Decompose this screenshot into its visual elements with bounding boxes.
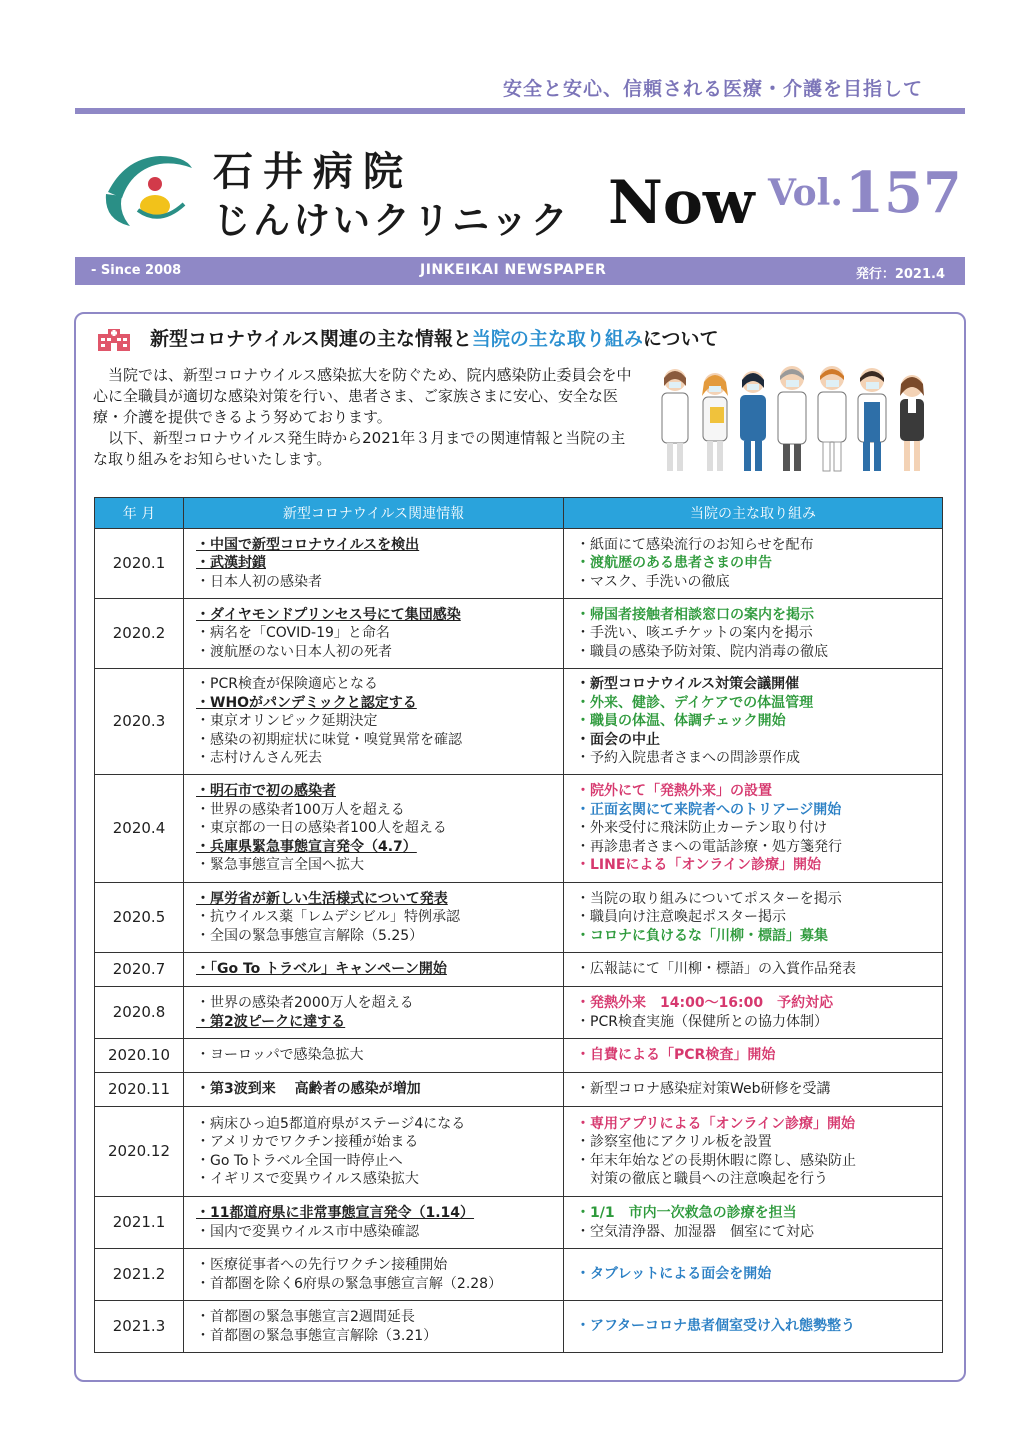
covid-info-item: ・渡航歴のない日本人初の死者 [196,643,392,660]
covid-info-item: ・武漢封鎖 [196,555,266,572]
covid-info-item: ・首都圏の緊急事態宣言2週間延長 [196,1309,415,1325]
hospital-action-item: ・新型コロナ感染症対策Web研修を受講 [576,1081,831,1098]
covid-info-item: ・兵庫県緊急事態宣言発令（4.7） [196,838,417,855]
hospital-action-item: ・広報誌にて「川柳・標語」の入賞作品発表 [576,961,856,978]
year-month-cell: 2020.11 [95,1073,184,1107]
covid-info-cell [184,599,564,669]
table-row [95,1039,943,1073]
hospital-action-item: ・1/1 市内一次救急の診療を担当 [576,1205,797,1221]
table-row [95,1073,943,1107]
covid-info-cell [184,529,564,599]
intro-paragraph-1: 当院では、新型コロナウイルス感染拡大を防ぐため、院内感染防止委員会を中心に全職員が適切な感染対策を行い、患者さま、ご家族さまに安心、安全な医療・介護を提供できるよう努めております。 [93,366,632,426]
covid-info-cell [184,669,564,775]
covid-info-item: ・東京都の一日の感染者100人を超える [196,820,447,837]
covid-info-item: ・PCR検査が保険適応となる [196,676,378,693]
table-header-row [95,498,943,529]
covid-info-item: ・第2波ピークに達する [196,1013,346,1030]
year-month-cell: 2020.10 [95,1039,184,1073]
covid-info-item: ・緊急事態宣言全国へ拡大 [196,857,364,874]
covid-info-cell [184,1301,564,1353]
table-row [95,669,943,775]
year-month-cell: 2020.3 [95,669,184,775]
covid-info-item: ・「Go To トラベル」キャンペーン開始 [196,961,447,978]
year-month-cell: 2021.3 [95,1301,184,1353]
hospital-action-item: ・外来、健診、デイケアでの体温管理 [576,694,814,711]
hospital-action-item: ・発熱外来 14:00～16:00 予約対応 [576,995,834,1011]
table-row [95,1301,943,1353]
covid-info-item: ・病名を「COVID-19」と命名 [196,625,390,642]
headline-highlight: 当院の主な取り組み [471,328,643,350]
hospital-action-item: ・診察室他にアクリル板を設置 [576,1134,772,1150]
hospital-action-item: ・手洗い、咳エチケットの案内を掲示 [576,625,813,642]
now-label: Now [608,168,755,238]
hospital-action-item: ・面会の中止 [576,731,660,748]
newspaper-name: JINKEIKAI NEWSPAPER [420,262,607,278]
hospital-action-item: ・LINEによる「オンライン診療」開始 [576,857,821,874]
covid-info-cell [184,775,564,883]
covid-info-cell [184,1249,564,1301]
hospital-action-item: ・職員の感染予防対策、院内消毒の徹底 [576,643,828,660]
covid-info-item: ・抗ウイルス薬「レムデシビル」特例承認 [196,909,461,926]
year-month-cell: 2020.8 [95,987,184,1039]
hospital-name: 石井病院 [213,148,413,195]
hospital-action-item: ・アフターコロナ患者個室受け入れ態勢整う [576,1318,856,1335]
covid-info-cell [184,1107,564,1197]
hospital-logo-icon [100,150,195,230]
covid-info-item: ・中国で新型コロナウイルスを検出 [196,536,420,553]
headline-part1: 新型コロナウイルス関連の主な情報と [150,328,472,350]
covid-info-cell [184,953,564,987]
hospital-action-item: ・自費による「PCR検査」開始 [576,1047,776,1064]
covid-info-item: ・イギリスで変異ウイルス感染拡大 [196,1171,419,1187]
hospital-action-item: ・マスク、手洗いの徹底 [576,573,730,590]
hospital-action-item: ・タブレットによる面会を開始 [576,1266,772,1283]
table-body [95,529,943,1353]
covid-info-item: ・首都圏を除く6府県の緊急事態宣言解（2.28） [196,1275,503,1292]
table-row [95,883,943,953]
hospital-action-item: ・新型コロナウイルス対策会議開催 [576,676,800,693]
table-row [95,529,943,599]
covid-info-item: ・11都道府県に非常事態宣言発令（1.14） [196,1205,475,1221]
hospital-action-cell [564,1197,943,1249]
since-label: - Since 2008 [91,263,182,278]
hospital-action-cell [564,883,943,953]
hospital-action-item: ・渡航歴のある患者さまの申告 [576,555,772,572]
covid-info-item: ・志村けんさん死去 [196,750,322,767]
hospital-action-item: ・PCR検査実施（保健所との協力体制） [576,1013,828,1030]
hospital-action-item: ・院外にて「発熱外来」の設置 [576,783,772,800]
tagline: 安全と安心、信頼される医療・介護を目指して [502,78,923,100]
header-covid-info: 新型コロナウイルス関連情報 [184,498,564,529]
year-month-cell: 2020.5 [95,883,184,953]
covid-info-item: ・WHOがパンデミックと認定する [196,694,417,711]
covid-info-item: ・東京オリンピック延期決定 [196,713,378,730]
hospital-action-item: ・正面玄関にて来院者へのトリアージ開始 [576,801,842,818]
year-month-cell: 2020.4 [95,775,184,883]
year-month-cell: 2020.2 [95,599,184,669]
covid-info-item: ・世界の感染者100万人を超える [196,801,405,818]
year-month-cell: 2020.12 [95,1107,184,1197]
hospital-action-item: ・職員の体温、体調チェック開始 [576,713,786,730]
hospital-action-cell [564,599,943,669]
covid-info-cell [184,883,564,953]
intro-text [93,365,638,470]
intro-paragraph-2: 以下、新型コロナウイルス発生時から2021年３月までの関連情報と当院の主な取り組みをお知らせいたします。 [93,429,626,468]
covid-info-item: ・明石市で初の感染者 [196,783,336,800]
hospital-action-item: ・コロナに負けるな「川柳・標語」募集 [576,927,828,944]
hospital-action-item: ・空気清浄器、加湿器 個室にて対応 [576,1223,814,1240]
top-accent-bar [75,108,965,114]
hospital-building-icon [97,328,131,352]
article-headline [150,324,719,351]
covid-info-item: ・世界の感染者2000万人を超える [196,995,414,1011]
hospital-action-item: ・再診患者さまへの電話診療・処方箋発行 [576,838,842,855]
covid-info-cell [184,1039,564,1073]
hospital-action-cell [564,1107,943,1197]
covid-info-item: ・国内で変異ウイルス市中感染確認 [196,1223,420,1240]
covid-info-item: ・厚労省が新しい生活様式について発表 [196,890,448,907]
hospital-action-cell [564,775,943,883]
year-month-cell: 2020.7 [95,953,184,987]
hospital-action-item: ・専用アプリによる「オンライン診療」開始 [576,1115,856,1132]
hospital-action-item: ・紙面にて感染流行のお知らせを配布 [576,536,814,553]
covid-info-item: ・ダイヤモンドプリンセス号にて集団感染 [196,606,461,623]
hospital-action-item: 対策の徹底と職員への注意喚起を行う [576,1171,828,1187]
hospital-action-item: ・当院の取り組みについてポスターを掲示 [576,890,842,907]
masthead-band [75,257,965,285]
hospital-action-cell [564,987,943,1039]
year-month-cell: 2021.1 [95,1197,184,1249]
table-row [95,1249,943,1301]
hospital-action-item: ・帰国者接触者相談窓口の案内を掲示 [576,606,814,623]
header-hospital-actions: 当院の主な取り組み [564,498,943,529]
header-year-month: 年 月 [95,498,184,529]
covid-info-item: ・病床ひっ迫5都道府県がステージ4になる [196,1115,466,1132]
hospital-action-cell [564,1073,943,1107]
covid-info-item: ・感染の初期症状に味覚・嗅覚異常を確認 [196,731,462,748]
table-row [95,1197,943,1249]
covid-info-item: ・全国の緊急事態宣言解除（5.25） [196,927,424,944]
hospital-action-item: ・外来受付に飛沫防止カーテン取り付け [576,820,828,837]
volume-number: 157 [845,160,962,226]
covid-info-item: ・医療従事者への先行ワクチン接種開始 [196,1257,448,1273]
covid-info-item: ・日本人初の感染者 [196,573,322,590]
table-row [95,987,943,1039]
hospital-action-cell [564,529,943,599]
covid-info-cell [184,987,564,1039]
covid-info-item: ・アメリカでワクチン接種が始まる [196,1134,419,1150]
year-month-cell: 2021.2 [95,1249,184,1301]
year-month-cell: 2020.1 [95,529,184,599]
hospital-action-item: ・年末年始などの長期休暇に際し、感染防止 [576,1152,856,1169]
hospital-action-cell [564,1249,943,1301]
covid-info-cell [184,1197,564,1249]
headline-part2: について [642,328,719,350]
table-row [95,599,943,669]
covid-info-cell [184,1073,564,1107]
hospital-action-item: ・職員向け注意喚起ポスター掲示 [576,909,786,926]
table-row [95,1107,943,1197]
volume-prefix: Vol. [768,172,843,214]
clinic-name: じんけいクリニック [213,198,571,242]
medical-staff-illustration [650,362,940,474]
issue-date: 発行：2021.4 [855,267,945,282]
table-row [95,953,943,987]
covid-info-item: ・ヨーロッパで感染急拡大 [196,1047,364,1064]
hospital-action-item: ・予約入院患者さまへの問診票作成 [576,750,800,767]
hospital-action-cell [564,669,943,775]
hospital-action-cell [564,953,943,987]
covid-info-item: ・第3波到来 高齢者の感染が増加 [196,1081,421,1098]
hospital-action-cell [564,1301,943,1353]
hospital-action-cell [564,1039,943,1073]
covid-info-item: ・Go Toトラベル全国一時停止へ [196,1152,403,1169]
table-row [95,775,943,883]
covid-info-item: ・首都圏の緊急事態宣言解除（3.21） [196,1327,438,1344]
covid-timeline-table [94,497,943,1353]
